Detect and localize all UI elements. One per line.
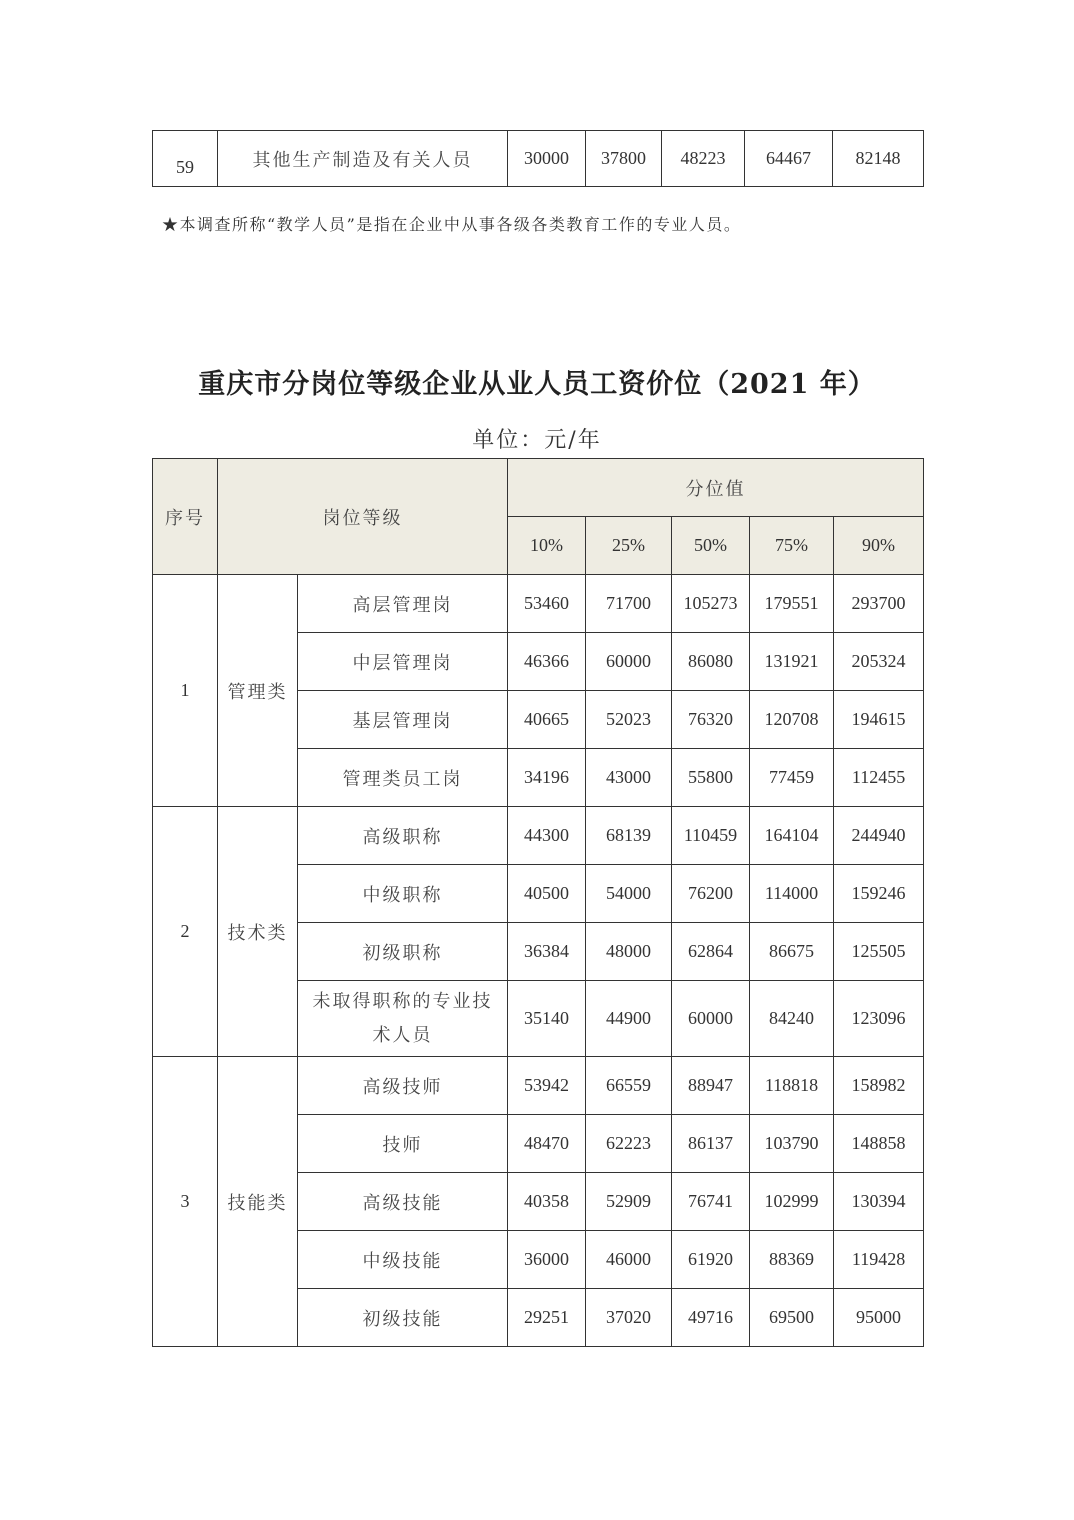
- header-p25: 25%: [586, 517, 672, 575]
- group-number: 2: [153, 807, 218, 1057]
- group-category: 管理类: [218, 575, 298, 807]
- value-cell: 60000: [672, 981, 750, 1057]
- value-cell: 123096: [834, 981, 924, 1057]
- level-name-text: 未取得职称的专业技术人员: [312, 990, 493, 1046]
- level-name: [298, 981, 508, 1057]
- table-title: 重庆市分岗位等级企业从业人员工资价位（2021 年）: [198, 369, 876, 400]
- value-cell: 131921: [750, 633, 834, 691]
- value-cell: 114000: [750, 865, 834, 923]
- header-p10: 10%: [508, 517, 586, 575]
- value-cell: 119428: [834, 1231, 924, 1289]
- value-cell: 159246: [834, 865, 924, 923]
- header-no: 序号: [153, 459, 218, 575]
- group-category: 技术类: [218, 807, 298, 1057]
- value-cell: 105273: [672, 575, 750, 633]
- value-cell: 46366: [508, 633, 586, 691]
- value-cell: 40665: [508, 691, 586, 749]
- value-cell: 54000: [586, 865, 672, 923]
- value-cell: 44300: [508, 807, 586, 865]
- value-cell: 36384: [508, 923, 586, 981]
- level-name: 技师: [298, 1115, 508, 1173]
- value-cell: 88947: [672, 1057, 750, 1115]
- value-cell: 130394: [834, 1173, 924, 1231]
- value-cell: 49716: [672, 1289, 750, 1347]
- value-cell: 76741: [672, 1173, 750, 1231]
- row-number: 59: [153, 131, 218, 187]
- value-cell: 125505: [834, 923, 924, 981]
- job-name: 其他生产制造及有关人员: [218, 131, 508, 187]
- value-cell: 46000: [586, 1231, 672, 1289]
- value-cell: 68139: [586, 807, 672, 865]
- value-cell: 37800: [586, 131, 662, 187]
- table-row: [153, 575, 924, 633]
- value-cell: 88369: [750, 1231, 834, 1289]
- value-cell: 30000: [508, 131, 586, 187]
- value-cell: 53942: [508, 1057, 586, 1115]
- level-name: 初级技能: [298, 1289, 508, 1347]
- level-name: 中级技能: [298, 1231, 508, 1289]
- table-row: [153, 807, 924, 865]
- level-name: 基层管理岗: [298, 691, 508, 749]
- value-cell: 120708: [750, 691, 834, 749]
- value-cell: 76320: [672, 691, 750, 749]
- group-number: 1: [153, 575, 218, 807]
- value-cell: 110459: [672, 807, 750, 865]
- value-cell: 86675: [750, 923, 834, 981]
- value-cell: 77459: [750, 749, 834, 807]
- value-cell: 60000: [586, 633, 672, 691]
- level-name: 高级技师: [298, 1057, 508, 1115]
- value-cell: 52023: [586, 691, 672, 749]
- value-cell: 40358: [508, 1173, 586, 1231]
- level-name: 高层管理岗: [298, 575, 508, 633]
- value-cell: 179551: [750, 575, 834, 633]
- value-cell: 43000: [586, 749, 672, 807]
- header-p50: 50%: [672, 517, 750, 575]
- wage-table: [152, 458, 924, 1347]
- value-cell: 164104: [750, 807, 834, 865]
- value-cell: 95000: [834, 1289, 924, 1347]
- value-cell: 205324: [834, 633, 924, 691]
- level-name: 高级技能: [298, 1173, 508, 1231]
- table-row: [153, 1057, 924, 1115]
- value-cell: 66559: [586, 1057, 672, 1115]
- value-cell: 102999: [750, 1173, 834, 1231]
- value-cell: 86137: [672, 1115, 750, 1173]
- group-number: 3: [153, 1057, 218, 1347]
- value-cell: 53460: [508, 575, 586, 633]
- value-cell: 52909: [586, 1173, 672, 1231]
- group-category: 技能类: [218, 1057, 298, 1347]
- footnote: ★本调查所称“教学人员”是指在企业中从事各级各类教育工作的专业人员。: [162, 215, 742, 234]
- value-cell: 48223: [662, 131, 745, 187]
- value-cell: 61920: [672, 1231, 750, 1289]
- value-cell: 82148: [833, 131, 924, 187]
- value-cell: 55800: [672, 749, 750, 807]
- level-name: 初级职称: [298, 923, 508, 981]
- level-name: 中级职称: [298, 865, 508, 923]
- value-cell: 118818: [750, 1057, 834, 1115]
- value-cell: 158982: [834, 1057, 924, 1115]
- value-cell: 44900: [586, 981, 672, 1057]
- table-row: [153, 131, 924, 187]
- unit-label: 单位：元/年: [472, 428, 602, 453]
- value-cell: 34196: [508, 749, 586, 807]
- value-cell: 40500: [508, 865, 586, 923]
- header-level: 岗位等级: [218, 459, 508, 575]
- value-cell: 84240: [750, 981, 834, 1057]
- value-cell: 103790: [750, 1115, 834, 1173]
- value-cell: 86080: [672, 633, 750, 691]
- value-cell: 293700: [834, 575, 924, 633]
- header-row: [153, 459, 924, 517]
- header-p90: 90%: [834, 517, 924, 575]
- value-cell: 148858: [834, 1115, 924, 1173]
- value-cell: 112455: [834, 749, 924, 807]
- level-name: 中层管理岗: [298, 633, 508, 691]
- value-cell: 244940: [834, 807, 924, 865]
- value-cell: 76200: [672, 865, 750, 923]
- header-p75: 75%: [750, 517, 834, 575]
- level-name: 高级职称: [298, 807, 508, 865]
- value-cell: 36000: [508, 1231, 586, 1289]
- level-name: 管理类员工岗: [298, 749, 508, 807]
- value-cell: 62223: [586, 1115, 672, 1173]
- value-cell: 194615: [834, 691, 924, 749]
- value-cell: 62864: [672, 923, 750, 981]
- value-cell: 35140: [508, 981, 586, 1057]
- value-cell: 37020: [586, 1289, 672, 1347]
- value-cell: 64467: [745, 131, 833, 187]
- value-cell: 48470: [508, 1115, 586, 1173]
- value-cell: 69500: [750, 1289, 834, 1347]
- header-percentile: 分位值: [508, 459, 924, 517]
- value-cell: 71700: [586, 575, 672, 633]
- previous-table-fragment: [152, 130, 924, 187]
- value-cell: 48000: [586, 923, 672, 981]
- value-cell: 29251: [508, 1289, 586, 1347]
